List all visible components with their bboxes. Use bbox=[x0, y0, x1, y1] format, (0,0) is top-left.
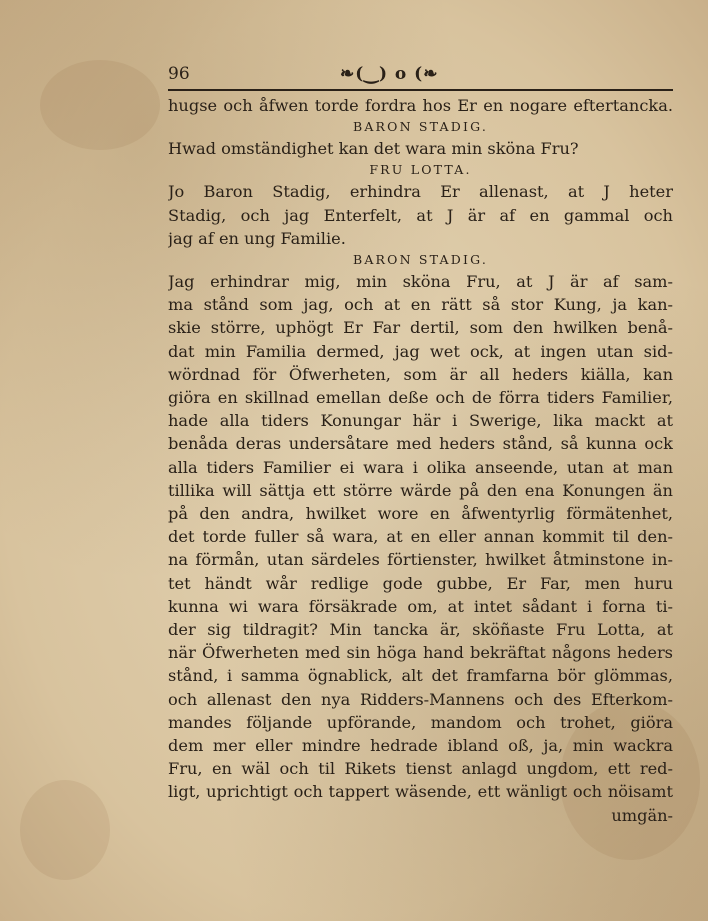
text-line: Jo Baron Stadig, erhindra Er allenast, at J heter bbox=[168, 182, 673, 202]
text-line: dem mer eller mindre hedrade ibland oß, ja, min wackra bbox=[168, 736, 673, 756]
text-line: der sig tildragit? Min tancka är, sköñaste Fru Lotta, at bbox=[168, 620, 673, 640]
header-ornament: ❧(‿) o (❧ bbox=[340, 64, 439, 84]
text-line: tet händt wår redlige gode gubbe, Er Far, men huru bbox=[168, 573, 673, 593]
speaker-label: BARON STADIG. bbox=[352, 252, 489, 268]
text-line: Hwad omständighet kan det wara min sköna Fru? bbox=[168, 139, 579, 159]
text-line: benåda deras undersåtare med heders stånd, så kunna ock bbox=[168, 434, 673, 454]
text-line: alla tiders Familier ei wara i olika anseende, utan at man bbox=[168, 457, 673, 477]
text-line: ma stånd som jag, och at en rätt så stor Kung, ja kan- bbox=[168, 295, 673, 315]
header-rule bbox=[168, 89, 673, 91]
text-line: när Öfwerheten med sin höga hand bekräftat någons heders bbox=[168, 643, 673, 663]
text-line: giöra en skillnad emellan deße och de förra tiders Familier, bbox=[168, 388, 673, 408]
text-line: på den andra, hwilket wore en åfwentyrlig förmätenhet, bbox=[168, 504, 673, 524]
text-line: ligt, uprichtigt och tappert wäsende, ett wänligt och nöisamt bbox=[168, 782, 673, 802]
text-line: kunna wi wara försäkrade om, at intet sådant i forna ti- bbox=[168, 596, 673, 616]
speaker-label: FRU LOTTA. bbox=[369, 162, 472, 178]
text-line: skie större, uphögt Er Far dertil, som den hwilken benå- bbox=[168, 318, 673, 338]
text-line: dat min Familia dermed, jag wet ock, at ingen utan sid- bbox=[168, 341, 673, 361]
text-line: Stadig, och jag Enterfelt, at J är af en gammal och bbox=[168, 205, 673, 225]
paper-stain bbox=[40, 60, 160, 150]
text-line: na förmån, utan särdeles förtienster, hwilket åtminstone in- bbox=[168, 550, 673, 570]
text-line: det torde fuller så wara, at en eller annan kommit til den- bbox=[168, 527, 673, 547]
text-line: tillika will sättja ett större wärde på den ena Konungen än bbox=[168, 480, 673, 500]
paper-stain bbox=[20, 780, 110, 880]
speaker-label: BARON STADIG. bbox=[352, 119, 489, 135]
text-line: wördnad för Öfwerheten, som är all heders kiälla, kan bbox=[168, 364, 673, 384]
text-line: umgän- bbox=[611, 805, 673, 825]
text-line: och allenast den nya Ridders-Mannens och des Efterkom- bbox=[168, 689, 673, 709]
page-header bbox=[168, 60, 673, 90]
text-line: stånd, i samma ögnablick, alt det framfarna bör glömmas, bbox=[168, 666, 673, 686]
text-line: mandes följande upförande, mandom och trohet, giöra bbox=[168, 712, 673, 732]
page-body bbox=[168, 94, 673, 827]
text-line: hade alla tiders Konungar här i Swerige, lika mackt at bbox=[168, 411, 673, 431]
text-line: hugse och åfwen torde fordra hos Er en nogare eftertancka. bbox=[168, 96, 673, 115]
text-column bbox=[168, 60, 673, 827]
text-line: Jag erhindrar mig, min sköna Fru, at J är af sam- bbox=[168, 272, 673, 292]
text-line: jag af en ung Familie. bbox=[168, 228, 346, 248]
text-line: Fru, en wäl och til Rikets tienst anlagd ungdom, ett red- bbox=[168, 759, 673, 779]
page-number: 96 bbox=[168, 64, 190, 84]
